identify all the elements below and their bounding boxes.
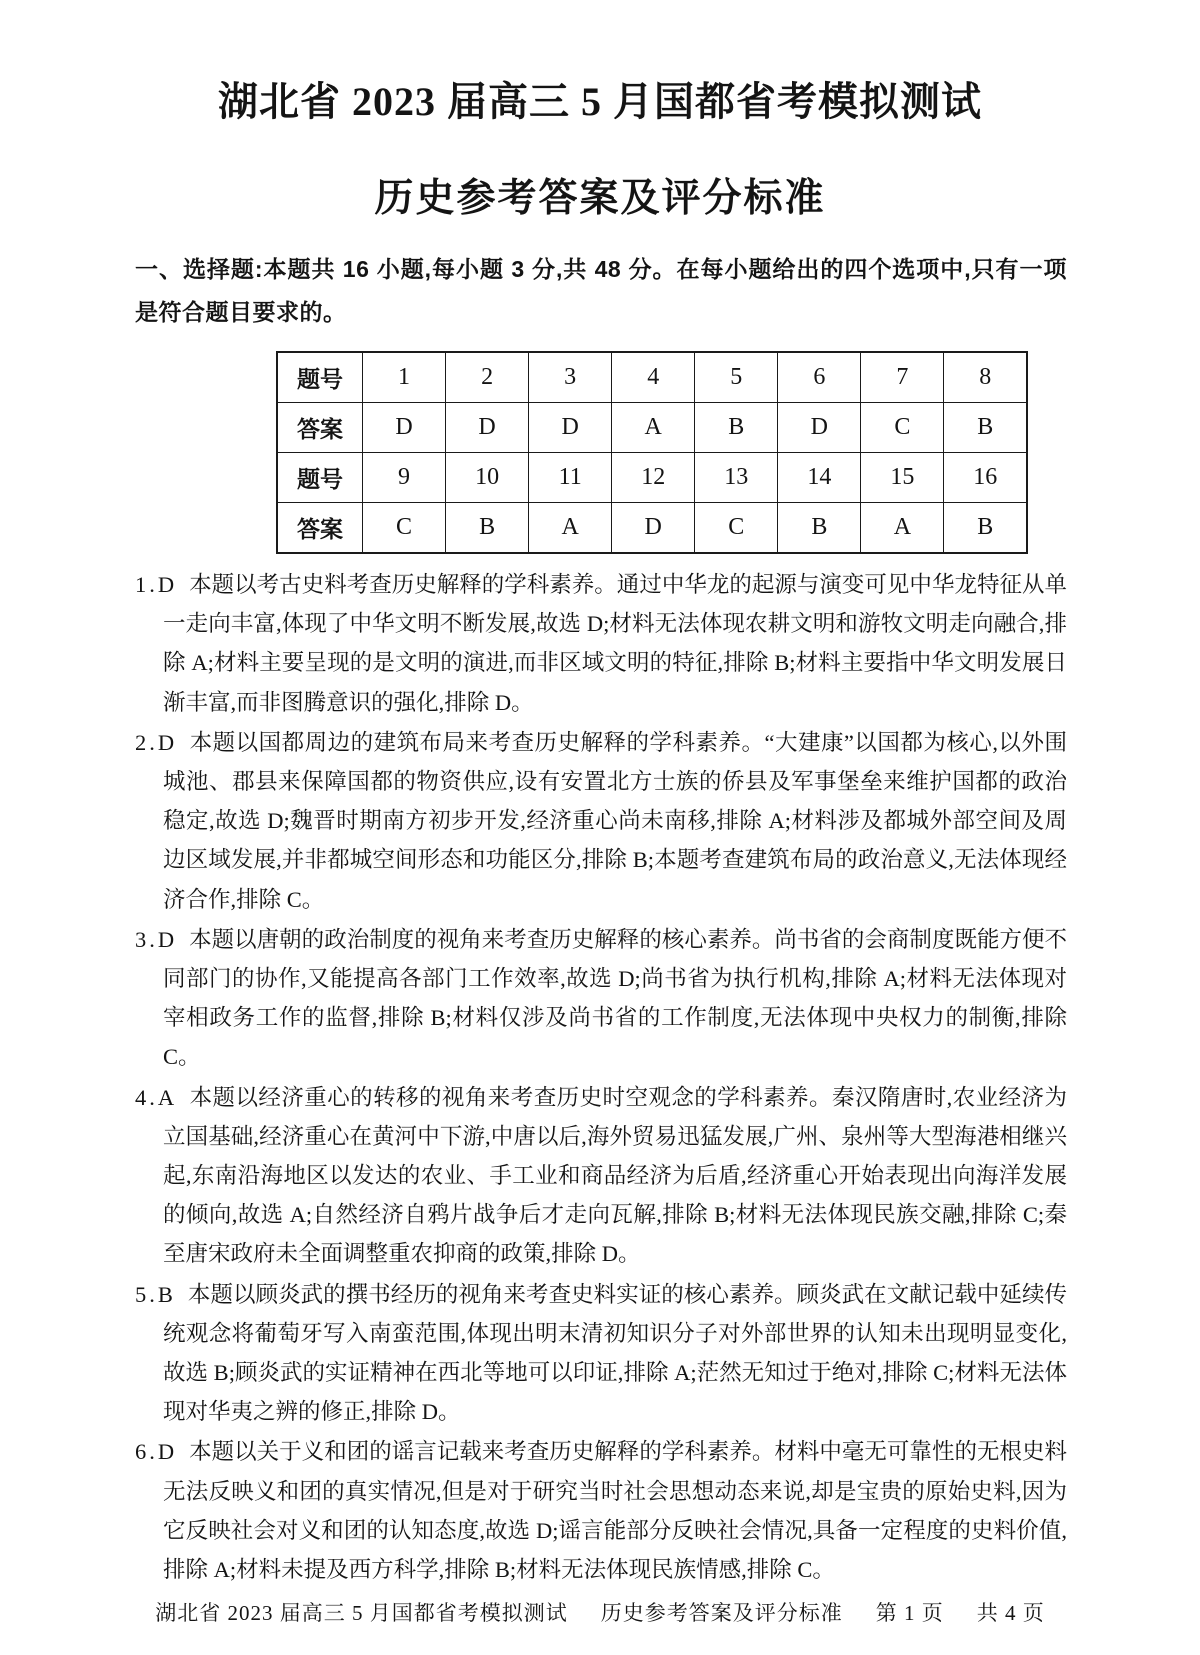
footer-page-label: 第 1 页 <box>875 1601 944 1625</box>
explanation-marker: 4.A <box>135 1084 178 1110</box>
question-number-cell: 8 <box>944 352 1027 403</box>
answer-cell: A <box>612 403 695 453</box>
question-number-cell: 9 <box>363 453 446 503</box>
explanation-marker: 1.D <box>135 572 178 597</box>
answer-cell: D <box>446 403 529 453</box>
question-number-cell: 15 <box>861 453 944 503</box>
explanation-text: 本题以关于义和团的谣言记载来考查历史解释的学科素养。材料中毫无可靠性的无根史料无法反映义和团的真实情况,但是对于研究当时社会思想动态来说,却是宝贵的原始史料,因为它反映社会对义和团的认知态度,故选 D;谣言能部分反映社会情况,具备一定程度的史料价值,排除 A;材料未提及西方科学,排除 B;材料无法体现民族情感,排除 C。 <box>163 1439 1067 1583</box>
answer-cell: C <box>861 403 944 453</box>
question-number-cell: 11 <box>529 453 612 503</box>
explanation-text: 本题以国都周边的建筑布局来考查历史解释的学科素养。“大建康”以国都为核心,以外围城池、郡县来保障国都的物资供应,设有安置北方士族的侨县及军事堡垒来维护国都的政治稳定,故选 D;魏晋时期南方初步开发,经济重心尚未南移,排除 A;材料涉及都城外部空间及周边区域发展,并非都城空间形态和功能区分,排除 B;本题考查建筑布局的政治意义,无法体现经济合作,排除 C。 <box>163 729 1067 912</box>
explanation-item <box>135 565 1067 722</box>
answer-row <box>277 503 1027 554</box>
answer-cell: A <box>861 503 944 554</box>
footer-exam-name: 湖北省 2023 届高三 5 月国都省考模拟测试 <box>155 1601 568 1625</box>
explanation-text: 本题以考古史料考查历史解释的学科素养。通过中华龙的起源与演变可见中华龙特征从单一走向丰富,体现了中华文明不断发展,故选 D;材料无法体现农耕文明和游牧文明走向融合,排除 A;材料主要呈现的是文明的演进,而非区域文明的特征,排除 B;材料主要指中华文明发展日渐丰富,而非图腾意识的强化,排除 D。 <box>163 572 1067 715</box>
page-subtitle: 历史参考答案及评分标准 <box>374 177 826 220</box>
answer-cell: B <box>944 403 1027 453</box>
section-heading: 一、选择题:本题共 16 小题,每小题 3 分,共 48 分。在每小题给出的四个选项中,只有一项是符合题目要求的。 <box>135 256 1067 325</box>
answer-cell: C <box>363 503 446 554</box>
explanation-marker: 5.B <box>135 1281 176 1307</box>
page-title: 湖北省 2023 届高三 5 月国都省考模拟测试 <box>218 79 982 124</box>
row-header: 题号 <box>277 352 363 403</box>
explanation-item <box>135 723 1067 919</box>
page-footer <box>0 1597 1200 1627</box>
explanation-item <box>135 920 1067 1077</box>
question-number-cell: 12 <box>612 453 695 503</box>
answer-cell: D <box>612 503 695 554</box>
question-number-cell: 3 <box>529 352 612 403</box>
question-number-cell: 13 <box>695 453 778 503</box>
answer-cell: D <box>529 403 612 453</box>
question-number-cell: 16 <box>944 453 1027 503</box>
answer-cell: D <box>778 403 861 453</box>
footer-doc-name: 历史参考答案及评分标准 <box>600 1601 843 1625</box>
answer-cell: C <box>695 503 778 554</box>
row-header: 答案 <box>277 403 363 453</box>
question-number-cell: 2 <box>446 352 529 403</box>
answer-cell: B <box>944 503 1027 554</box>
explanation-marker: 2.D <box>135 729 178 755</box>
question-number-cell: 4 <box>612 352 695 403</box>
explanation-text: 本题以唐朝的政治制度的视角来考查历史解释的核心素养。尚书省的会商制度既能方便不同部门的协作,又能提高各部门工作效率,故选 D;尚书省为执行机构,排除 A;材料无法体现对宰相政务工作的监督,排除 B;材料仅涉及尚书省的工作制度,无法体现中央权力的制衡,排除 C。 <box>163 926 1067 1070</box>
explanation-item <box>135 1432 1067 1589</box>
answer-row <box>277 403 1027 453</box>
row-header: 答案 <box>277 503 363 554</box>
explanation-item <box>135 1078 1067 1274</box>
row-header: 题号 <box>277 453 363 503</box>
answer-cell: B <box>446 503 529 554</box>
question-number-cell: 5 <box>695 352 778 403</box>
question-number-cell: 1 <box>363 352 446 403</box>
question-number-row <box>277 352 1027 403</box>
footer-total-label: 共 4 页 <box>976 1601 1045 1625</box>
answer-cell: B <box>695 403 778 453</box>
explanations-list <box>135 565 1067 1589</box>
question-number-cell: 7 <box>861 352 944 403</box>
explanation-marker: 3.D <box>135 926 178 952</box>
question-number-row <box>277 453 1027 503</box>
answer-cell: A <box>529 503 612 554</box>
explanation-item <box>135 1275 1067 1432</box>
explanation-text: 本题以顾炎武的撰书经历的视角来考查史料实证的核心素养。顾炎武在文献记载中延续传统观念将葡萄牙写入南蛮范围,体现出明末清初知识分子对外部世界的认知未出现明显变化,故选 B;顾炎武的实证精神在西北等地可以印证,排除 A;茫然无知过于绝对,排除 C;材料无法体现对华夷之辨的修正,排除 D。 <box>163 1281 1067 1425</box>
answer-table <box>276 351 1028 554</box>
answer-cell: D <box>363 403 446 453</box>
explanation-text: 本题以经济重心的转移的视角来考查历史时空观念的学科素养。秦汉隋唐时,农业经济为立国基础,经济重心在黄河中下游,中唐以后,海外贸易迅猛发展,广州、泉州等大型海港相继兴起,东南沿海地区以发达的农业、手工业和商品经济为后盾,经济重心开始表现出向海洋发展的倾向,故选 A;自然经济自鸦片战争后才走向瓦解,排除 B;材料无法体现民族交融,排除 C;秦至唐宋政府未全面调整重农抑商的政策,排除 D。 <box>163 1084 1067 1267</box>
question-number-cell: 14 <box>778 453 861 503</box>
answer-cell: B <box>778 503 861 554</box>
question-number-cell: 6 <box>778 352 861 403</box>
explanation-marker: 6.D <box>135 1439 178 1465</box>
question-number-cell: 10 <box>446 453 529 503</box>
